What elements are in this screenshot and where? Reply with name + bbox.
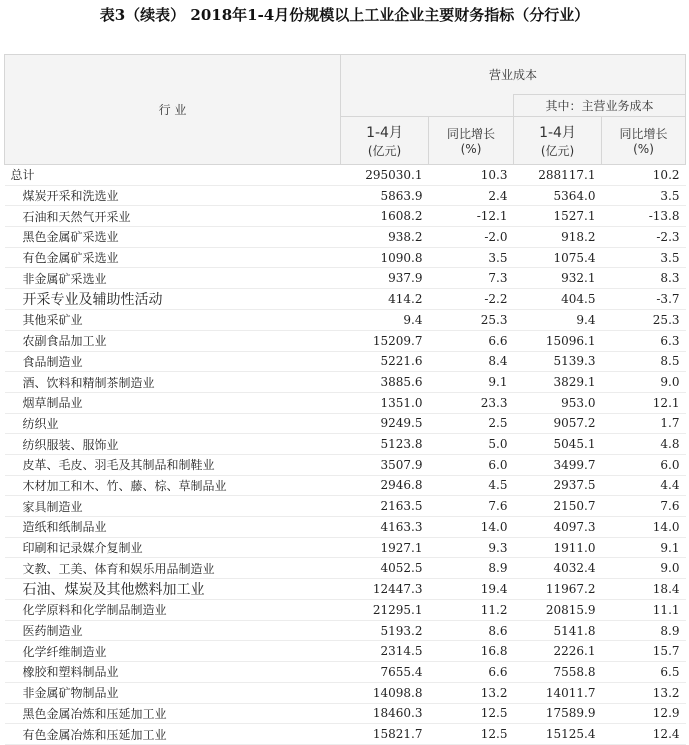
- revenue-cost-cell: 15209.7: [341, 330, 429, 351]
- financial-indicators-table: [4, 54, 686, 745]
- main-business-cost-growth-cell: 12.9: [602, 703, 686, 724]
- industry-name-cell: 其他采矿业: [5, 310, 341, 331]
- table-row: [5, 475, 686, 496]
- revenue-cost-growth-cell: 5.0: [429, 434, 514, 455]
- main-business-cost-cell: 918.2: [514, 227, 602, 248]
- table-header: [5, 55, 686, 165]
- main-business-cost-growth-cell: -3.7: [602, 289, 686, 310]
- main-business-cost-header: 其中：主营业务成本: [514, 95, 686, 117]
- main-business-cost-cell: 3499.7: [514, 454, 602, 475]
- main-business-cost-cell: 11967.2: [514, 579, 602, 600]
- revenue-cost-cell: 3507.9: [341, 454, 429, 475]
- main-business-cost-cell: 5364.0: [514, 185, 602, 206]
- main-business-cost-growth-cell: 15.7: [602, 641, 686, 662]
- yoy-label: 同比增长: [446, 127, 495, 141]
- main-business-cost-cell: 1527.1: [514, 206, 602, 227]
- revenue-cost-growth-cell: 13.2: [429, 682, 514, 703]
- industry-name-cell: 皮革、毛皮、羽毛及其制品和制鞋业: [5, 454, 341, 475]
- revenue-cost-cell: 15821.7: [341, 724, 429, 745]
- table-row: [5, 310, 686, 331]
- main-business-cost-growth-cell: 10.2: [602, 165, 686, 186]
- industry-name-cell: 总计: [5, 165, 341, 186]
- revenue-cost-cell: 1927.1: [341, 537, 429, 558]
- table-row: [5, 351, 686, 372]
- main-business-cost-cell: 9057.2: [514, 413, 602, 434]
- industry-name-cell: 煤炭开采和洗选业: [5, 185, 341, 206]
- revenue-cost-growth-cell: 8.6: [429, 620, 514, 641]
- industry-name-cell: 印刷和记录媒介复制业: [5, 537, 341, 558]
- industry-name-cell: 化学原料和化学制品制造业: [5, 600, 341, 621]
- unit-label: (亿元): [540, 144, 575, 158]
- main-business-cost-growth-cell: 6.3: [602, 330, 686, 351]
- table-row: [5, 247, 686, 268]
- industry-name-cell: 食品制造业: [5, 351, 341, 372]
- industry-name-cell: 纺织业: [5, 413, 341, 434]
- revenue-cost-cell: 18460.3: [341, 703, 429, 724]
- period-label: 1-4月: [366, 125, 403, 141]
- main-business-cost-growth-cell: 4.4: [602, 475, 686, 496]
- revenue-cost-cell: 414.2: [341, 289, 429, 310]
- revenue-cost-growth-cell: 11.2: [429, 600, 514, 621]
- industry-name-cell: 化学纤维制造业: [5, 641, 341, 662]
- industry-name-cell: 纺织服装、服饰业: [5, 434, 341, 455]
- table-row: [5, 620, 686, 641]
- main-business-cost-cell: 1911.0: [514, 537, 602, 558]
- main-business-cost-growth-cell: 8.5: [602, 351, 686, 372]
- table-row: [5, 227, 686, 248]
- revenue-cost-cell: 1351.0: [341, 392, 429, 413]
- main-business-cost-growth-cell: 7.6: [602, 496, 686, 517]
- table-row: [5, 330, 686, 351]
- table-row: [5, 579, 686, 600]
- revenue-cost-cell: 3885.6: [341, 372, 429, 393]
- revenue-cost-growth-cell: 12.5: [429, 724, 514, 745]
- table-row: [5, 662, 686, 683]
- industry-name-cell: 有色金属矿采选业: [5, 247, 341, 268]
- main-business-cost-growth-cell: -2.3: [602, 227, 686, 248]
- industry-name-cell: 烟草制品业: [5, 392, 341, 413]
- revenue-cost-cell: 21295.1: [341, 600, 429, 621]
- main-business-cost-growth-cell: 6.0: [602, 454, 686, 475]
- revenue-cost-cell: 5123.8: [341, 434, 429, 455]
- industry-name-cell: 酒、饮料和精制茶制造业: [5, 372, 341, 393]
- revenue-cost-cell: 4052.5: [341, 558, 429, 579]
- industry-name-cell: 非金属矿物制品业: [5, 682, 341, 703]
- table-row: [5, 558, 686, 579]
- table-row: [5, 392, 686, 413]
- table-row: [5, 641, 686, 662]
- table-row: [5, 289, 686, 310]
- table-row: [5, 496, 686, 517]
- main-business-cost-growth-cell: 13.2: [602, 682, 686, 703]
- main-business-cost-cell: 932.1: [514, 268, 602, 289]
- revenue-cost-growth-cell: 12.5: [429, 703, 514, 724]
- table-row: [5, 724, 686, 745]
- revenue-cost-cell: 2314.5: [341, 641, 429, 662]
- main-business-cost-cell: 2150.7: [514, 496, 602, 517]
- revenue-cost-growth-cell: 16.8: [429, 641, 514, 662]
- table-row: [5, 413, 686, 434]
- revenue-cost-cell: 2946.8: [341, 475, 429, 496]
- table-row: [5, 703, 686, 724]
- table-row: [5, 185, 686, 206]
- main-business-cost-cell: 404.5: [514, 289, 602, 310]
- main-business-cost-growth-cell: 14.0: [602, 517, 686, 538]
- period-label: 1-4月: [539, 125, 576, 141]
- industry-name-cell: 造纸和纸制品业: [5, 517, 341, 538]
- period-value-header: [341, 117, 429, 165]
- revenue-cost-growth-cell: 2.5: [429, 413, 514, 434]
- industry-name-cell: 有色金属冶炼和压延加工业: [5, 724, 341, 745]
- table-body: [5, 165, 686, 745]
- revenue-cost-cell: 295030.1: [341, 165, 429, 186]
- main-business-cost-cell: 15125.4: [514, 724, 602, 745]
- pct-label: (%): [460, 142, 482, 156]
- revenue-cost-cell: 12447.3: [341, 579, 429, 600]
- main-yoy-growth-header: [602, 117, 686, 165]
- main-business-cost-cell: 2226.1: [514, 641, 602, 662]
- main-business-cost-cell: 5141.8: [514, 620, 602, 641]
- main-business-cost-cell: 953.0: [514, 392, 602, 413]
- industry-name-cell: 黑色金属冶炼和压延加工业: [5, 703, 341, 724]
- revenue-cost-header: 营业成本: [341, 55, 686, 95]
- revenue-cost-cell: 5221.6: [341, 351, 429, 372]
- revenue-cost-cell: 938.2: [341, 227, 429, 248]
- main-business-cost-growth-cell: 8.9: [602, 620, 686, 641]
- yoy-label: 同比增长: [619, 127, 668, 141]
- main-business-cost-growth-cell: 9.0: [602, 558, 686, 579]
- industry-name-cell: 木材加工和木、竹、藤、棕、草制品业: [5, 475, 341, 496]
- industry-name-cell: 石油、煤炭及其他燃料加工业: [5, 579, 341, 600]
- revenue-cost-growth-cell: 23.3: [429, 392, 514, 413]
- revenue-cost-cell: 4163.3: [341, 517, 429, 538]
- table-row-total: [5, 165, 686, 186]
- main-business-cost-growth-cell: 25.3: [602, 310, 686, 331]
- table-row: [5, 206, 686, 227]
- yoy-growth-header: [429, 117, 514, 165]
- main-period-value-header: [514, 117, 602, 165]
- industry-name-cell: 橡胶和塑料制品业: [5, 662, 341, 683]
- main-business-cost-growth-cell: 3.5: [602, 185, 686, 206]
- table-row: [5, 600, 686, 621]
- revenue-cost-growth-cell: -2.0: [429, 227, 514, 248]
- revenue-cost-cell: 7655.4: [341, 662, 429, 683]
- table-row: [5, 537, 686, 558]
- table-row: [5, 517, 686, 538]
- main-business-cost-cell: 17589.9: [514, 703, 602, 724]
- main-business-cost-cell: 4032.4: [514, 558, 602, 579]
- revenue-cost-cell: 1608.2: [341, 206, 429, 227]
- table-row: [5, 454, 686, 475]
- revenue-cost-growth-cell: 2.4: [429, 185, 514, 206]
- revenue-cost-cell: 5863.9: [341, 185, 429, 206]
- industry-name-cell: 黑色金属矿采选业: [5, 227, 341, 248]
- revenue-cost-cell: 9.4: [341, 310, 429, 331]
- revenue-cost-cell: 5193.2: [341, 620, 429, 641]
- revenue-cost-growth-cell: 8.4: [429, 351, 514, 372]
- revenue-cost-cell: 1090.8: [341, 247, 429, 268]
- main-business-cost-growth-cell: -13.8: [602, 206, 686, 227]
- revenue-cost-growth-cell: 19.4: [429, 579, 514, 600]
- main-business-cost-growth-cell: 8.3: [602, 268, 686, 289]
- revenue-cost-growth-cell: 6.6: [429, 662, 514, 683]
- main-business-cost-cell: 1075.4: [514, 247, 602, 268]
- revenue-cost-growth-cell: 8.9: [429, 558, 514, 579]
- main-business-cost-growth-cell: 3.5: [602, 247, 686, 268]
- revenue-cost-growth-cell: 7.6: [429, 496, 514, 517]
- main-business-cost-growth-cell: 6.5: [602, 662, 686, 683]
- table-row: [5, 372, 686, 393]
- header-spacer: [341, 95, 514, 117]
- main-business-cost-cell: 2937.5: [514, 475, 602, 496]
- main-business-cost-growth-cell: 4.8: [602, 434, 686, 455]
- industry-header: 行 业: [5, 55, 341, 165]
- revenue-cost-growth-cell: 14.0: [429, 517, 514, 538]
- revenue-cost-growth-cell: 25.3: [429, 310, 514, 331]
- main-business-cost-growth-cell: 12.4: [602, 724, 686, 745]
- revenue-cost-cell: 2163.5: [341, 496, 429, 517]
- industry-name-cell: 石油和天然气开采业: [5, 206, 341, 227]
- industry-name-cell: 家具制造业: [5, 496, 341, 517]
- revenue-cost-cell: 14098.8: [341, 682, 429, 703]
- industry-name-cell: 文教、工美、体育和娱乐用品制造业: [5, 558, 341, 579]
- revenue-cost-cell: 9249.5: [341, 413, 429, 434]
- main-business-cost-cell: 9.4: [514, 310, 602, 331]
- industry-name-cell: 非金属矿采选业: [5, 268, 341, 289]
- industry-name-cell: 开采专业及辅助性活动: [5, 289, 341, 310]
- revenue-cost-growth-cell: 10.3: [429, 165, 514, 186]
- revenue-cost-cell: 937.9: [341, 268, 429, 289]
- main-business-cost-cell: 5139.3: [514, 351, 602, 372]
- main-business-cost-growth-cell: 9.0: [602, 372, 686, 393]
- revenue-cost-growth-cell: -2.2: [429, 289, 514, 310]
- table-row: [5, 268, 686, 289]
- main-business-cost-growth-cell: 1.7: [602, 413, 686, 434]
- revenue-cost-growth-cell: 7.3: [429, 268, 514, 289]
- table-row: [5, 434, 686, 455]
- main-business-cost-growth-cell: 12.1: [602, 392, 686, 413]
- main-business-cost-growth-cell: 11.1: [602, 600, 686, 621]
- revenue-cost-growth-cell: 3.5: [429, 247, 514, 268]
- main-business-cost-cell: 20815.9: [514, 600, 602, 621]
- main-business-cost-cell: 7558.8: [514, 662, 602, 683]
- main-business-cost-cell: 4097.3: [514, 517, 602, 538]
- main-business-cost-cell: 15096.1: [514, 330, 602, 351]
- revenue-cost-growth-cell: 6.0: [429, 454, 514, 475]
- industry-name-cell: 农副食品加工业: [5, 330, 341, 351]
- main-business-cost-growth-cell: 18.4: [602, 579, 686, 600]
- page-title: 表3（续表） 2018年1-4月份规模以上工业企业主要财务指标（分行业）: [99, 6, 590, 24]
- unit-label: (亿元): [367, 144, 402, 158]
- main-business-cost-cell: 14011.7: [514, 682, 602, 703]
- main-business-cost-cell: 288117.1: [514, 165, 602, 186]
- main-business-cost-cell: 5045.1: [514, 434, 602, 455]
- revenue-cost-growth-cell: 9.1: [429, 372, 514, 393]
- main-business-cost-cell: 3829.1: [514, 372, 602, 393]
- industry-name-cell: 医药制造业: [5, 620, 341, 641]
- main-business-cost-growth-cell: 9.1: [602, 537, 686, 558]
- table-row: [5, 682, 686, 703]
- revenue-cost-growth-cell: 6.6: [429, 330, 514, 351]
- pct-label: (%): [633, 142, 654, 156]
- revenue-cost-growth-cell: 9.3: [429, 537, 514, 558]
- revenue-cost-growth-cell: -12.1: [429, 206, 514, 227]
- revenue-cost-growth-cell: 4.5: [429, 475, 514, 496]
